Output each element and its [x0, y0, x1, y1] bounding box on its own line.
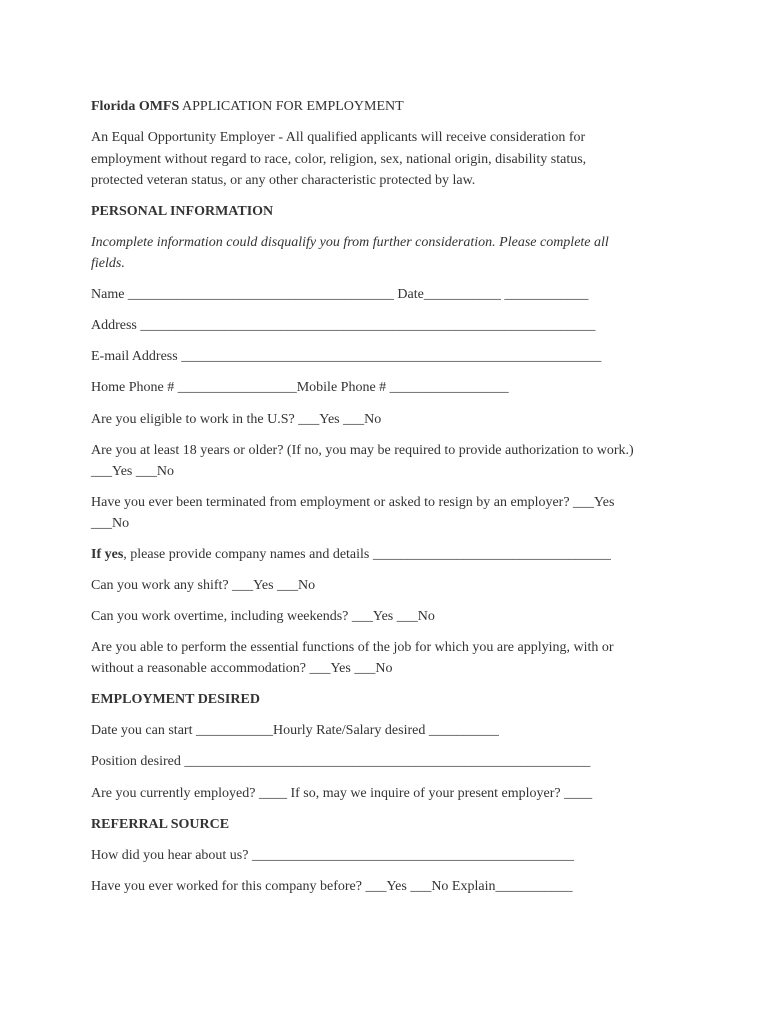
overtime-question[interactable]: Can you work overtime, including weekends? ___Yes ___No: [91, 609, 435, 624]
employment-desired-heading: EMPLOYMENT DESIRED: [91, 692, 260, 707]
eeo-line-2: employment without regard to race, color, religion, sex, national origin, disability status,: [91, 152, 587, 167]
if-yes-details-text: , please provide company names and details __________________________________: [123, 547, 611, 562]
email-field[interactable]: E-mail Address ____________________________________________________________: [91, 349, 602, 364]
eeo-line-1: An Equal Opportunity Employer - All qualified applicants will receive consideration for: [91, 130, 586, 145]
start-date-rate-fields[interactable]: Date you can start ___________Hourly Rate/Salary desired __________: [91, 723, 499, 738]
title-bold: Florida OMFS: [91, 99, 180, 114]
termination-question-line-1[interactable]: Have you ever been terminated from employment or asked to resign by an employer? ___Yes: [91, 495, 615, 510]
referral-source-heading: REFERRAL SOURCE: [91, 817, 230, 832]
form-title: [91, 96, 404, 117]
termination-question-line-2[interactable]: ___No: [91, 516, 130, 531]
worked-before-question[interactable]: Have you ever worked for this company before? ___Yes ___No Explain___________: [91, 879, 573, 894]
if-yes-label: If yes: [91, 547, 124, 562]
functions-question-line-1: Are you able to perform the essential functions of the job for which you are applying, with or: [91, 640, 614, 655]
currently-employed-question[interactable]: Are you currently employed? ____ If so, may we inquire of your present employer? ____: [91, 786, 593, 801]
name-date-field[interactable]: Name ______________________________________ Date___________ ____________: [91, 287, 589, 302]
address-field[interactable]: Address _________________________________________________________________: [91, 318, 596, 333]
if-yes-details-field[interactable]: [91, 544, 611, 565]
title-rest: APPLICATION FOR EMPLOYMENT: [179, 99, 404, 114]
position-desired-field[interactable]: Position desired __________________________________________________________: [91, 754, 591, 769]
functions-question-line-2[interactable]: without a reasonable accommodation? ___Yes ___No: [91, 661, 393, 676]
work-eligibility-question[interactable]: Are you eligible to work in the U.S? ___Yes ___No: [91, 412, 382, 427]
phone-fields[interactable]: Home Phone # _________________Mobile Phone # _________________: [91, 380, 509, 395]
instruction-line-1: Incomplete information could disqualify you from further consideration. Please complete all: [91, 235, 609, 250]
personal-info-heading: PERSONAL INFORMATION: [91, 204, 274, 219]
hear-about-us-field[interactable]: How did you hear about us? ______________________________________________: [91, 848, 574, 863]
age-question-options[interactable]: ___Yes ___No: [91, 464, 174, 479]
eeo-line-3: protected veteran status, or any other characteristic protected by law.: [91, 173, 476, 188]
age-question-line-1: Are you at least 18 years or older? (If no, you may be required to provide authorization to work.): [91, 443, 634, 458]
instruction-line-2: fields.: [91, 256, 125, 271]
shift-question[interactable]: Can you work any shift? ___Yes ___No: [91, 578, 316, 593]
